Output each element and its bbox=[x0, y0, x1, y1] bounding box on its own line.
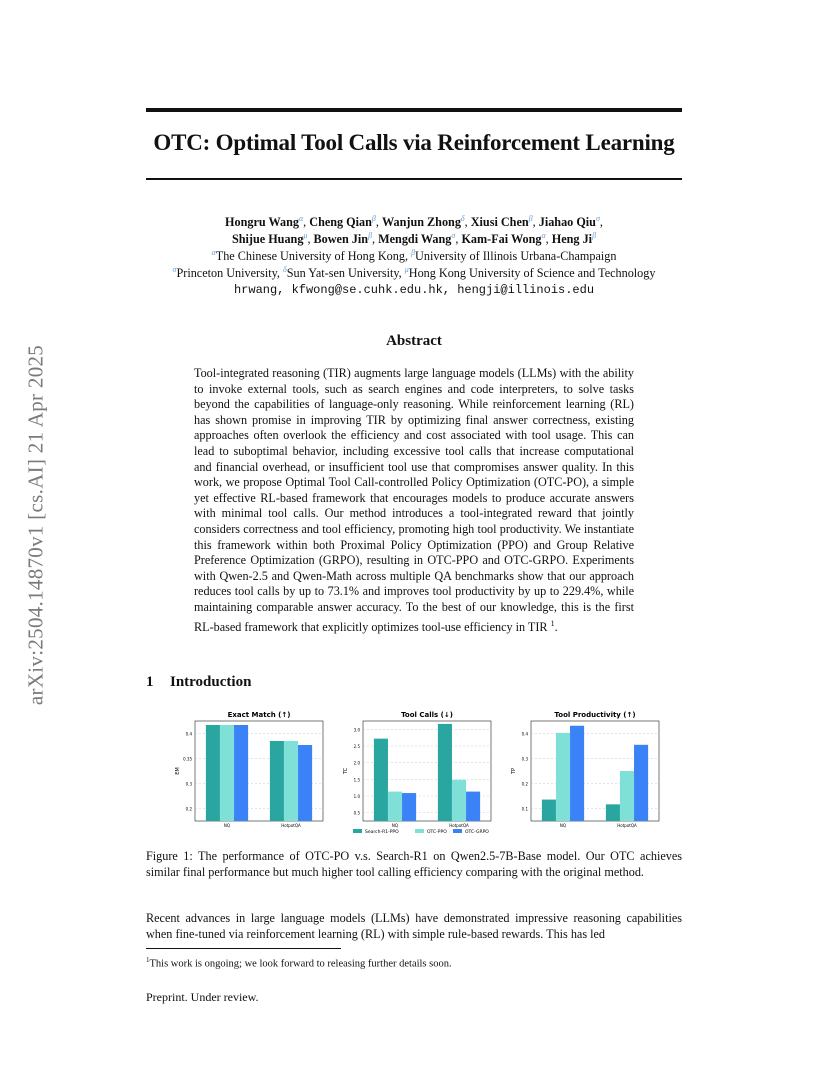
legend-label: Search-R1-PPO bbox=[365, 830, 399, 835]
arxiv-sidebar bbox=[8, 290, 64, 760]
affiliation: Hong Kong University of Science and Technology bbox=[408, 266, 656, 280]
footnote-text: This work is ongoing; we look forward to releasing further details soon. bbox=[149, 958, 452, 970]
bar bbox=[402, 793, 416, 821]
bar bbox=[220, 725, 234, 821]
y-tick-label: 3.0 bbox=[353, 727, 360, 733]
y-tick-label: 0.3 bbox=[185, 781, 192, 787]
author-block bbox=[146, 214, 682, 299]
bar bbox=[466, 792, 480, 821]
y-tick-label: 0.3 bbox=[521, 756, 528, 762]
footnote-marker[interactable]: 1 bbox=[550, 618, 555, 628]
chart-title: Tool Productivity (↑) bbox=[554, 711, 636, 719]
y-tick-label: 0.2 bbox=[521, 781, 528, 787]
abstract-heading: Abstract bbox=[386, 333, 442, 349]
affiliation: University of Illinois Urbana-Champaign bbox=[415, 249, 617, 263]
x-tick-label: NQ bbox=[223, 823, 231, 828]
chart-title: Exact Match (↑) bbox=[227, 711, 291, 719]
y-tick-label: 0.1 bbox=[521, 806, 528, 812]
x-tick-label: NQ bbox=[559, 823, 567, 828]
intro-paragraph: Recent advances in large language models (LLMs) have demonstrated impressive reasoning capabilities when fine-tuned via reinforcement learning (RL) with simple rule-based rewards. This has led bbox=[146, 911, 682, 941]
arxiv-id: arXiv:2504.14870v1 [cs.AI] 21 Apr 2025 bbox=[23, 344, 48, 706]
bar bbox=[270, 741, 284, 821]
y-tick-label: 0.4 bbox=[521, 731, 528, 737]
y-tick-label: 1.5 bbox=[353, 777, 360, 783]
bar bbox=[634, 745, 648, 821]
y-axis-label: TP bbox=[511, 767, 517, 775]
author: Kam-Fai Wong bbox=[461, 232, 542, 246]
legend-label: OTC-PPO bbox=[427, 830, 447, 835]
title-top-rule bbox=[146, 108, 682, 112]
legend-swatch bbox=[415, 829, 424, 833]
y-tick-label: 2.5 bbox=[353, 744, 360, 749]
preprint-notice: Preprint. Under review. bbox=[146, 990, 259, 1004]
bar bbox=[606, 804, 620, 821]
bar bbox=[542, 800, 556, 821]
section-title: Introduction bbox=[170, 674, 252, 690]
author-line-1: Hongru Wang$^\alpha$, Cheng Qian$^\beta$, Wanjun Zhong$^\delta$, Xiusi Chen$^\beta$, Jiahao Qiu$^\sigma$, bbox=[225, 213, 603, 229]
paper-title: OTC: Optimal Tool Calls via Reinforcement Learning bbox=[153, 130, 675, 155]
author: Mengdi Wang bbox=[378, 232, 452, 246]
author: Hongru Wang bbox=[225, 215, 299, 229]
footnote: $^1$This work is ongoing; we look forward to releasing further details soon. bbox=[146, 956, 452, 970]
affiliation-line-1: $^\alpha$The Chinese University of Hong Kong, $^\beta$University of Illinois Urbana-Champaign bbox=[211, 247, 617, 263]
section-number: 1 bbox=[146, 674, 154, 690]
bar bbox=[620, 771, 634, 821]
affiliation: Princeton University, bbox=[176, 266, 280, 280]
bar bbox=[570, 726, 584, 821]
bar bbox=[452, 780, 466, 821]
bar bbox=[298, 745, 312, 821]
abstract-text: Tool-integrated reasoning (TIR) augments large language models (LLMs) with the ability to invoke external tools, such as search engines and code interpreters, to solve tasks beyond the capabilities of language-only reasoning. While reinforcement learning (RL) has shown promise in improving TIR by optimizing final answer correctness, existing approaches often overlook the efficiency and cost associated with tool usage. This can lead to suboptimal behavior, including excessive tool calls that increase computational and financial overhead, or insufficient tool use that compromises answer quality. In this work, we propose Optimal Tool Call-controlled Policy Optimization (OTC-PO), a simple yet effective RL-based framework that encourages models to produce accurate answers with minimal tool calls. Our method introduces a tool-integrated reward that jointly considers correctness and tool efficiency, promoting high tool productivity. We instantiate this framework within both Proximal Policy Optimization (PPO) and Group Relative Preference Optimization (GRPO), resulting in OTC-PPO and OTC-GRPO. Experiments with Qwen-2.5 and Qwen-Math across multiple QA benchmarks show that our approach reduces tool calls by up to 73.1% and improves tool productivity by up to 229.4%, while maintaining comparable answer accuracy. To the best of our knowledge, this is the first RL-based framework that explicitly optimizes tool-use efficiency in TIR bbox=[194, 366, 634, 634]
bar bbox=[388, 792, 402, 821]
section-heading bbox=[146, 674, 251, 691]
author: Shijue Huang bbox=[231, 232, 304, 246]
y-tick-label: 1.0 bbox=[353, 794, 360, 799]
x-tick-label: HotpotQA bbox=[449, 823, 469, 828]
author: Wanjun Zhong bbox=[382, 215, 461, 229]
x-tick-label: HotpotQA bbox=[281, 823, 301, 828]
bar bbox=[374, 739, 388, 821]
y-tick-label: 0.4 bbox=[185, 731, 192, 737]
x-tick-label: NQ bbox=[391, 823, 399, 828]
author-line-2: Shijue Huang$^\mu$, Bowen Jin$^\beta$, Mengdi Wang$^\sigma$, Kam-Fai Wong$^\alpha$, Heng $Ji^\beta$ bbox=[231, 230, 597, 246]
author: Cheng Qian bbox=[309, 215, 372, 229]
x-tick-label: HotpotQA bbox=[617, 823, 637, 828]
y-tick-label: 0.2 bbox=[185, 806, 192, 812]
bar bbox=[438, 724, 452, 821]
y-tick-label: 0.35 bbox=[183, 756, 192, 762]
legend-swatch bbox=[353, 829, 362, 833]
author: Xiusi Chen bbox=[470, 215, 529, 229]
legend-swatch bbox=[453, 829, 462, 833]
legend-label: OTC-GRPO bbox=[465, 830, 489, 835]
abstract-body: Tool-integrated reasoning (TIR) augments large language models (LLMs) with the ability to invoke external tools, such as search engines and code interpreters, to solve tasks beyond the capabilities of language-only reasoning. While reinforcement learning (RL) has shown promise in improving TIR by optimizing final answer correctness, existing approaches often overlook the efficiency and cost associated with tool usage. This can lead to suboptimal behavior, including excessive tool calls that increase computational and financial overhead, or insufficient tool use that compromises answer quality. In this work, we propose Optimal Tool Call-controlled Policy Optimization (OTC-PO), a simple yet effective RL-based framework that encourages models to produce accurate answers with minimal tool calls. Our method introduces a tool-integrated reward that jointly considers correctness and tool efficiency, promoting high tool productivity. We instantiate this framework within both Proximal Policy Optimization (PPO) and Group Relative Preference Optimization (GRPO), resulting in OTC-PPO and OTC-GRPO. Experiments with Qwen-2.5 and Qwen-Math across multiple QA benchmarks show that our approach reduces tool calls by up to 73.1% and improves tool productivity by up to 229.4%, while maintaining comparable answer accuracy. To the best of our knowledge, this is the first RL-based framework that explicitly optimizes tool-use efficiency in TIR $^1$. bbox=[194, 366, 634, 634]
figure-1-charts bbox=[163, 708, 663, 842]
bar bbox=[284, 741, 298, 821]
footnote-rule bbox=[146, 948, 341, 949]
y-axis-label: TC bbox=[343, 767, 349, 775]
title-bottom-rule bbox=[146, 178, 682, 180]
y-tick-label: 0.5 bbox=[353, 810, 360, 816]
author: Heng Ji bbox=[551, 232, 593, 246]
bar bbox=[206, 725, 220, 821]
bar bbox=[556, 733, 570, 821]
figure-caption: Figure 1: The performance of OTC-PO v.s. Search-R1 on Qwen2.5-7B-Base model. Our OTC achieves similar final performance but much higher tool calling efficiency comparing with the original method. bbox=[146, 849, 682, 879]
y-tick-label: 2.0 bbox=[353, 760, 360, 766]
author: Bowen Jin bbox=[313, 232, 369, 246]
y-axis-label: EM bbox=[175, 767, 181, 775]
affiliation: Sun Yat-sen University, bbox=[286, 266, 402, 280]
author: Jiahao Qiu bbox=[538, 215, 596, 229]
chart-title: Tool Calls (↓) bbox=[401, 711, 453, 719]
affiliation-line-2: $^\sigma$Princeton University, $^\delta$Sun Yat-sen University, $^\mu$Hong Kong University of Science and Technology bbox=[172, 264, 656, 280]
bar bbox=[234, 725, 248, 821]
affiliation: The Chinese University of Hong Kong, bbox=[215, 249, 409, 263]
author-emails: hrwang, kfwong@se.cuhk.edu.hk, hengji@illinois.edu bbox=[233, 283, 595, 297]
